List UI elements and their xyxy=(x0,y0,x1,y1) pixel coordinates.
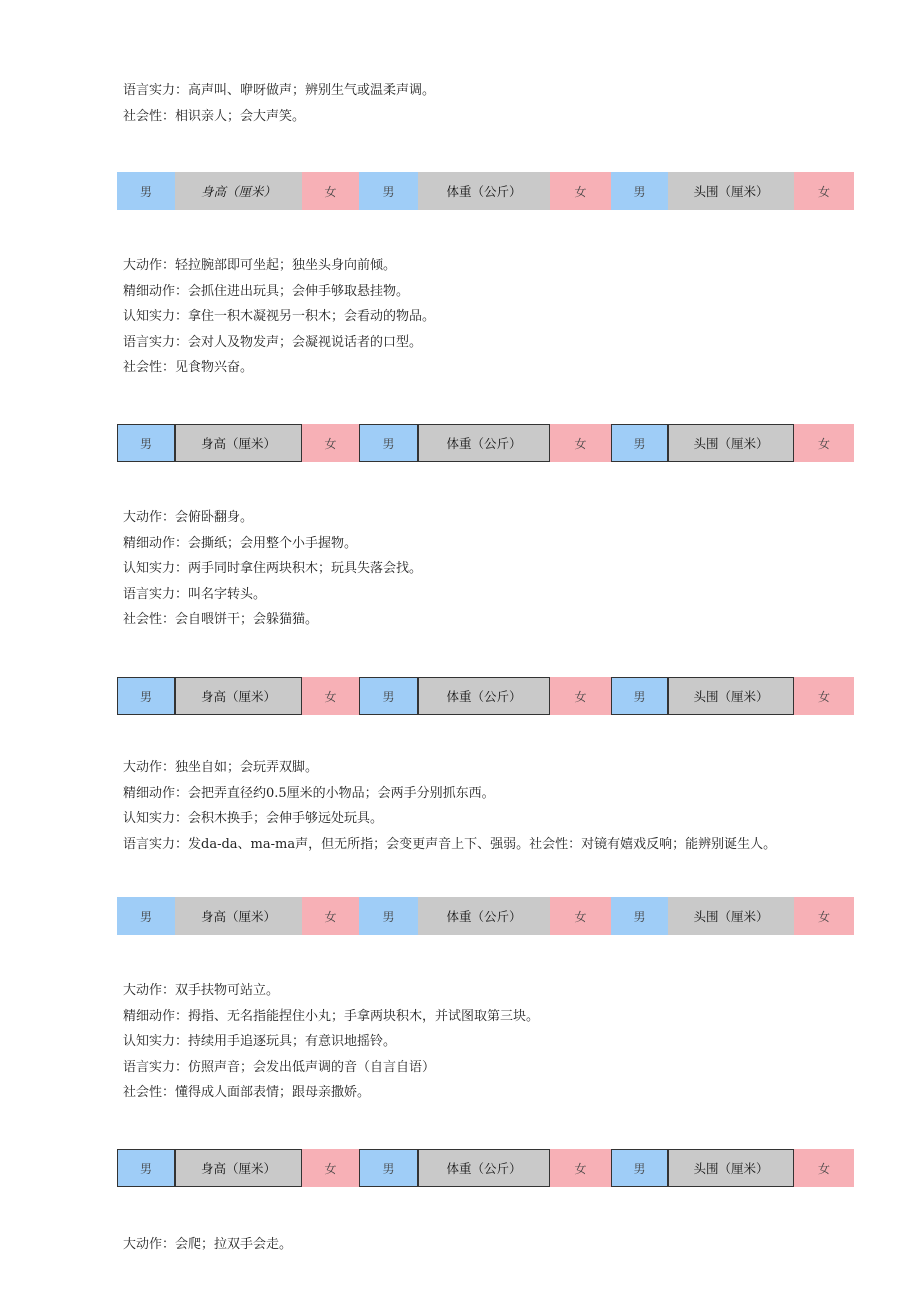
milestone-line: 大动作：轻拉腕部即可坐起；独坐头身向前倾。 xyxy=(123,258,397,273)
milestone-line: 社会性：懂得成人面部表情；跟母亲撒娇。 xyxy=(123,1085,371,1100)
milestone-block-6 xyxy=(123,1232,292,1258)
milestone-line: 大动作：会爬；拉双手会走。 xyxy=(123,1237,293,1252)
milestone-line: 社会性：见食物兴奋。 xyxy=(123,360,254,375)
head-circumference-header-cell: 头围（厘米） xyxy=(668,897,794,935)
male-cell: 男 xyxy=(359,1149,418,1187)
milestone-line: 大动作：双手扶物可站立。 xyxy=(123,983,280,998)
height-header-cell: 身高（厘米） xyxy=(175,1149,302,1187)
growth-table-header-2 xyxy=(117,424,854,462)
female-cell: 女 xyxy=(794,677,854,715)
milestone-line: 认知实力：会积木换手；会伸手够远处玩具。 xyxy=(123,811,384,826)
male-cell: 男 xyxy=(611,424,668,462)
female-cell: 女 xyxy=(794,172,854,210)
head-circumference-header-cell: 头围（厘米） xyxy=(668,677,794,715)
male-cell: 男 xyxy=(117,424,175,462)
weight-header-cell: 体重（公斤） xyxy=(418,677,550,715)
milestone-line: 精细动作：会把弄直径约0.5厘米的小物品；会两手分别抓东西。 xyxy=(123,785,495,801)
female-cell: 女 xyxy=(302,424,359,462)
milestone-line: 语言实力：仿照声音；会发出低声调的音（自言自语） xyxy=(123,1059,436,1075)
milestone-line: 语言实力：发da-da、ma-ma声，但无所指；会变更声音上下、强弱。社会性：对镜有嬉戏反响；能辨别诞生人。 xyxy=(123,836,777,852)
female-cell: 女 xyxy=(302,897,359,935)
head-circumference-header-cell: 头围（厘米） xyxy=(668,172,794,210)
height-header-cell: 身高（厘米） xyxy=(175,677,302,715)
male-cell: 男 xyxy=(611,677,668,715)
milestone-line: 语言实力：会对人及物发声；会凝视说话者的口型。 xyxy=(123,334,423,350)
male-cell: 男 xyxy=(117,897,175,935)
female-cell: 女 xyxy=(550,172,611,210)
growth-table-header-1 xyxy=(117,172,854,210)
weight-header-cell: 体重（公斤） xyxy=(418,424,550,462)
female-cell: 女 xyxy=(550,897,611,935)
weight-header-cell: 体重（公斤） xyxy=(418,172,550,210)
milestone-block-3 xyxy=(123,505,422,633)
milestone-line: 认知实力：两手同时拿住两块积木；玩具失落会找。 xyxy=(123,561,423,576)
growth-table-header-5 xyxy=(117,1149,854,1187)
milestone-block-1 xyxy=(123,78,435,129)
male-cell: 男 xyxy=(611,897,668,935)
male-cell: 男 xyxy=(359,172,418,210)
growth-table-header-3 xyxy=(117,677,854,715)
head-circumference-header-cell: 头围（厘米） xyxy=(668,1149,794,1187)
male-cell: 男 xyxy=(117,172,175,210)
milestone-line: 精细动作：会抓住进出玩具；会伸手够取悬挂物。 xyxy=(123,283,410,299)
female-cell: 女 xyxy=(302,1149,359,1187)
male-cell: 男 xyxy=(117,1149,175,1187)
milestone-line: 大动作：会俯卧翻身。 xyxy=(123,510,254,525)
height-header-cell: 身高（厘米） xyxy=(175,897,302,935)
milestone-line: 语言实力：高声叫、咿呀做声；辨别生气或温柔声调。 xyxy=(123,83,436,98)
female-cell: 女 xyxy=(550,424,611,462)
male-cell: 男 xyxy=(359,897,418,935)
female-cell: 女 xyxy=(550,677,611,715)
male-cell: 男 xyxy=(359,677,418,715)
weight-header-cell: 体重（公斤） xyxy=(418,897,550,935)
milestone-block-5 xyxy=(123,978,539,1106)
female-cell: 女 xyxy=(794,424,854,462)
female-cell: 女 xyxy=(302,677,359,715)
height-header-cell: 身高（厘米） xyxy=(175,424,302,462)
milestone-line: 认知实力：拿住一积木凝视另一积木；会看动的物品。 xyxy=(123,309,436,324)
female-cell: 女 xyxy=(794,1149,854,1187)
milestone-line: 语言实力：叫名字转头。 xyxy=(123,586,267,602)
milestone-line: 社会性：相识亲人；会大声笑。 xyxy=(123,108,306,124)
milestone-line: 精细动作：会撕纸；会用整个小手握物。 xyxy=(123,535,358,551)
milestone-line: 大动作：独坐自如；会玩弄双脚。 xyxy=(123,760,319,775)
milestone-line: 认知实力：持续用手追逐玩具；有意识地摇铃。 xyxy=(123,1034,397,1049)
male-cell: 男 xyxy=(117,677,175,715)
male-cell: 男 xyxy=(359,424,418,462)
milestone-line: 社会性：会自喂饼干；会躲猫猫。 xyxy=(123,612,319,627)
head-circumference-header-cell: 头围（厘米） xyxy=(668,424,794,462)
milestone-line: 精细动作：拇指、无名指能捏住小丸；手拿两块积木，并试图取第三块。 xyxy=(123,1008,540,1024)
female-cell: 女 xyxy=(794,897,854,935)
female-cell: 女 xyxy=(302,172,359,210)
growth-table-header-4 xyxy=(117,897,854,935)
height-header-cell: 身高（厘米） xyxy=(175,172,302,210)
female-cell: 女 xyxy=(550,1149,611,1187)
milestone-block-2 xyxy=(123,253,435,381)
male-cell: 男 xyxy=(611,1149,668,1187)
weight-header-cell: 体重（公斤） xyxy=(418,1149,550,1187)
milestone-block-4 xyxy=(123,755,776,857)
male-cell: 男 xyxy=(611,172,668,210)
